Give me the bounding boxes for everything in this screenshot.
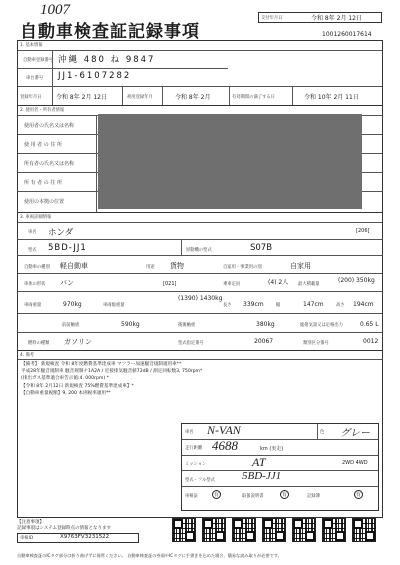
- displacement-label: 総排気量又は定格出力: [300, 323, 343, 328]
- dealer-note-table: [181, 423, 379, 511]
- first-year-label: 初度登録年月: [127, 95, 153, 100]
- maker-code: [206]: [356, 228, 370, 234]
- handwritten-number: 1007: [40, 2, 70, 18]
- note-km-label: 走行距離: [185, 446, 203, 451]
- inspection-id: X9763FV3231522: [60, 534, 110, 540]
- qr-code-6: [322, 518, 346, 542]
- section1-label: 1. 基本情報: [20, 43, 43, 48]
- fuel: ガソリン: [64, 338, 92, 346]
- height-label: 高さ: [336, 303, 345, 308]
- weight-label: 車両重量: [24, 303, 42, 308]
- fuel-label: 燃料の種類: [28, 341, 50, 346]
- note-manual-label: 取扱説明書: [242, 494, 264, 499]
- body-label: 車体の形状: [24, 282, 46, 287]
- model: 5BD-JJ1: [48, 243, 87, 253]
- front-axle: 590kg: [121, 321, 140, 328]
- maker: ホンダ: [48, 228, 74, 238]
- note-km-unit: km (実走): [260, 446, 284, 452]
- gross-label: 車両総重量: [103, 303, 125, 308]
- doc-number: 1001260017614: [322, 31, 372, 38]
- body: バン: [60, 279, 74, 287]
- base-location-label: 使用の本拠の位置: [24, 199, 65, 205]
- rear-axle: 380kg: [256, 321, 275, 328]
- front-axle-label: 前前軸重: [62, 323, 80, 328]
- height: 194cm: [353, 301, 374, 308]
- use-label: 用途: [146, 265, 155, 270]
- engine: S07B: [250, 243, 273, 253]
- width-label: 幅: [276, 303, 281, 308]
- capacity-label: 乗車定員: [223, 282, 241, 287]
- gross: (1390) 1430kg: [178, 295, 223, 302]
- note-record-mark: 有: [356, 492, 362, 498]
- note-inspection-mark: 有: [214, 492, 220, 498]
- class-num: 0012: [363, 338, 379, 345]
- maker-label: 車名: [28, 230, 37, 235]
- user-address-label: 使 用 者 の 住 所: [24, 142, 62, 148]
- type-num: 20067: [254, 338, 274, 345]
- weight: 970kg: [63, 301, 82, 308]
- inspection-id-label: 車検ID: [20, 536, 34, 541]
- remark-line: 【備考】 新規検査 令和 8年度燃費基準達成車 マフラー加速騒音規制適用車**: [21, 362, 182, 367]
- note-drive: 2WD 4WD: [342, 460, 368, 466]
- note-text: 記録事項はシステム登録時点の情報となります: [17, 526, 112, 531]
- note-color-label: 色: [320, 430, 325, 435]
- max-load-label: 最大積載量: [298, 282, 320, 287]
- remarks-section: [17, 350, 383, 518]
- class-num-label: 類別区分番号: [303, 341, 329, 346]
- issue-date-label: 交付年月日: [261, 16, 283, 21]
- length: 339cm: [243, 301, 264, 308]
- section2-label: 2. 使用者・所有者情報: [20, 108, 65, 113]
- note-record-label: 記録簿: [307, 494, 320, 499]
- note-manual-mark: 有: [282, 492, 288, 498]
- capacity: (4) 2人: [268, 279, 289, 286]
- owner-name-label: 所有者の氏名又は名称: [24, 161, 75, 167]
- qr-code-2: [202, 518, 226, 542]
- expiry-label: 有効期間の満了する日: [232, 95, 275, 100]
- width: 147cm: [303, 301, 324, 308]
- private-label: 自家用・事業用の別: [223, 265, 262, 270]
- max-load: (200) 350kg: [338, 277, 375, 284]
- plate-number: 沖縄 480 ね 9847: [58, 55, 156, 65]
- qr-code-4: [262, 518, 286, 542]
- note-name-label: 車名: [185, 430, 194, 435]
- note-color: グレー: [340, 428, 370, 439]
- type-num-label: 型式指定番号: [178, 341, 204, 346]
- qr-code-1: [172, 518, 196, 542]
- kind-label: 自動車の種別: [24, 265, 50, 270]
- qr-code-7: [352, 518, 376, 542]
- issue-date: 令和 8年 2月 12日: [311, 15, 362, 22]
- body-code: [021]: [163, 281, 177, 287]
- section4-label: 4. 備考: [20, 353, 35, 358]
- plate-label: 自動車登録番号: [23, 58, 54, 63]
- remark-line: (排出ガス基準適合車告示値:4. 000rpm) *: [21, 376, 109, 382]
- expiry-date: 令和 10年 2月 11日: [304, 94, 359, 101]
- remark-line: 平成28年騒音規制車 騒音规制ナ1A2A / 近接排気騒音値72dB / 測定回転数3, 750rpm*: [21, 369, 203, 375]
- owner-address-label: 所 有 者 の 住 所: [24, 180, 62, 186]
- use: 貨物: [170, 262, 184, 270]
- remarks-text: [21, 361, 202, 397]
- basic-info-section: [17, 40, 383, 106]
- note-fuel-type-label: 型式・フル型式: [185, 478, 215, 483]
- redacted-block: [98, 114, 362, 209]
- first-reg-date: 令和 8年 2月 12日: [56, 94, 107, 101]
- displacement: 0.65 L: [360, 321, 379, 328]
- remark-line: 【令和 8年 2月12日 新規検査 75%燃費基準達成車】*: [21, 383, 134, 389]
- note-inspection-label: 車検証: [185, 494, 198, 499]
- rear-axle-label: 後後軸重: [178, 323, 196, 328]
- note-name: N-VAN: [207, 423, 241, 437]
- note-full-model: 5BD-JJ1: [242, 470, 282, 482]
- qr-code-5: [292, 518, 316, 542]
- page-title: 自動車検査証記録事項: [20, 22, 200, 42]
- qr-code-3: [232, 518, 256, 542]
- engine-label: 原動機の型式: [186, 248, 212, 253]
- footer-notes: [17, 519, 165, 541]
- first-year: 令和 8年 2月: [175, 94, 211, 101]
- note-label: 【注意事項】: [17, 520, 44, 525]
- user-name-label: 使用者の氏名又は名称: [24, 123, 75, 129]
- section3-label: 3. 車両詳細情報: [20, 215, 52, 220]
- note-mission: AT: [252, 455, 266, 469]
- vehicle-detail-section: [17, 212, 383, 351]
- private: 自家用: [290, 262, 311, 270]
- kind: 軽自動車: [60, 262, 88, 270]
- model-label: 型式: [28, 248, 37, 253]
- first-reg-label: 登録年月日: [20, 95, 42, 100]
- inspection-id-box: [17, 533, 139, 543]
- length-label: 長さ: [223, 303, 232, 308]
- issue-date-box: [258, 12, 382, 23]
- chassis-label: 車台番号: [26, 76, 44, 81]
- footer-bottom-text: 自動車検査証のICタグ部分は折り曲げずに保管ください。 自動車検査証の券面やICタグに手書きを込めた場合、簡易な読み取りが必要です。: [17, 553, 282, 558]
- note-km-value: 4688: [212, 438, 238, 453]
- chassis-number: JJ1-6107282: [58, 71, 132, 81]
- note-mission-label: ミッション: [185, 462, 207, 467]
- remark-line: 【自動車重量税額】9, 200 本則税率適用**: [21, 390, 111, 396]
